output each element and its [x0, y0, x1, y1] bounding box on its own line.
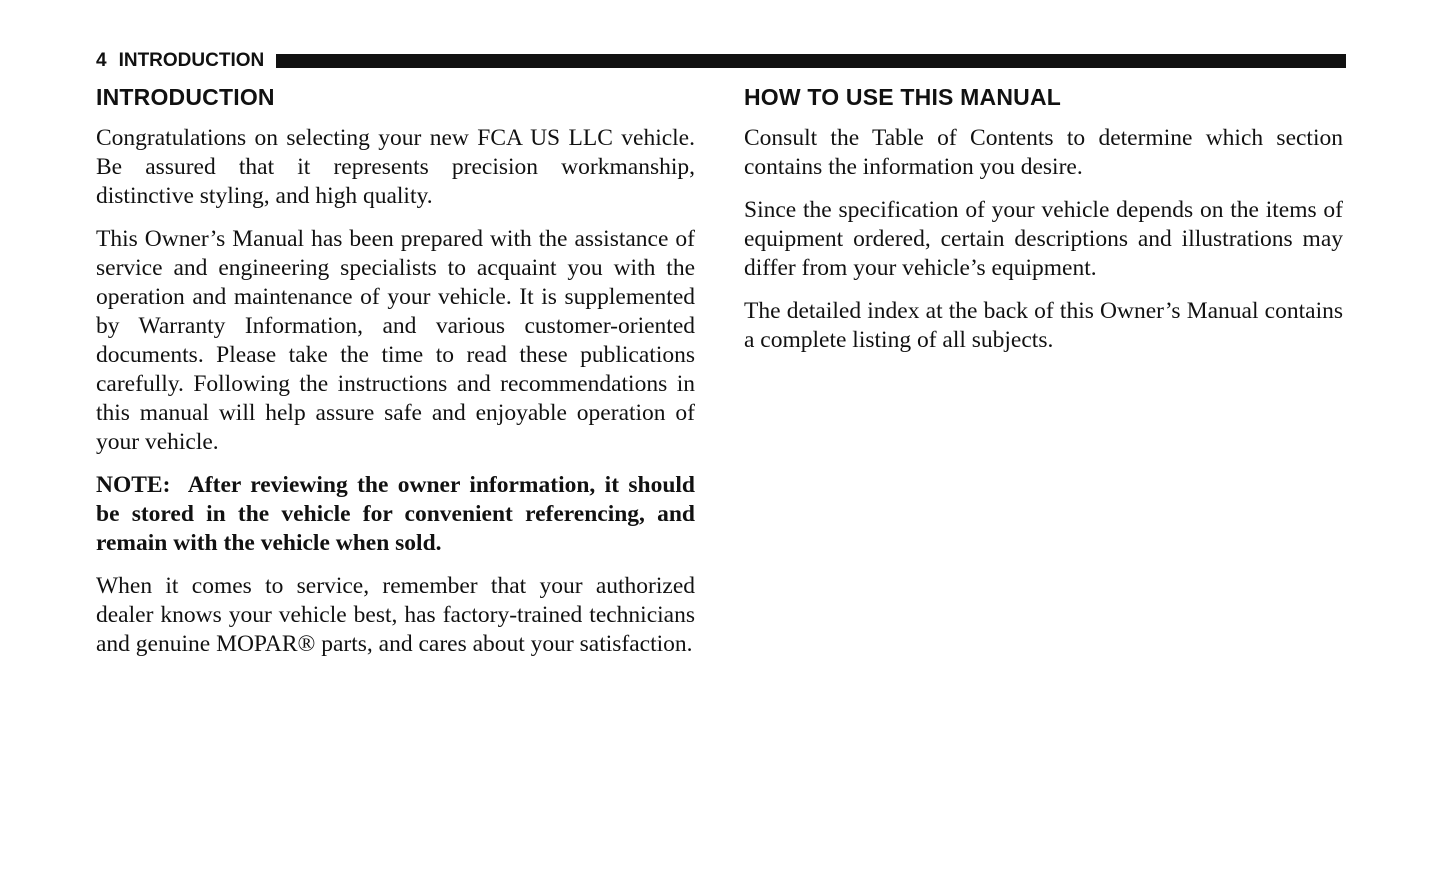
specification-paragraph: Since the specification of your vehicle depends on the items of equipment ordered, certain descriptions and illustrations may differ from your vehicle’s equipment.	[744, 197, 1343, 281]
running-header	[96, 50, 1346, 72]
left-column	[96, 82, 695, 673]
page-number: 4	[96, 50, 107, 71]
owners-manual-paragraph: This Owner’s Manual has been prepared with the assistance of service and engineering specialists to acquaint you with the operation and maintenance of your vehicle. It is supplemented by Warranty Information, and various customer-oriented documents. Please take the time to read these publications carefully. Following the instructions and recommendations in this manual will help assure safe and enjoyable operation of your vehicle.	[96, 226, 695, 455]
right-column	[744, 82, 1343, 369]
service-paragraph: When it comes to service, remember that your authorized dealer knows your vehicle best, has factory-trained technicians and genuine MOPAR® parts, and cares about your satisfaction.	[96, 573, 695, 657]
index-paragraph: The detailed index at the back of this Owner’s Manual contains a complete listing of all subjects.	[744, 298, 1343, 353]
note-paragraph: NOTE: After reviewing the owner information, it should be stored in the vehicle for convenient referencing, and remain with the vehicle when sold.	[96, 472, 695, 556]
introduction-heading: INTRODUCTION	[96, 84, 275, 110]
header-rule-bar	[276, 54, 1346, 68]
section-name: INTRODUCTION	[118, 50, 265, 71]
table-of-contents-paragraph: Consult the Table of Contents to determine which section contains the information you desire.	[744, 125, 1343, 180]
how-to-use-heading: HOW TO USE THIS MANUAL	[744, 84, 1062, 110]
congratulations-paragraph: Congratulations on selecting your new FCA US LLC vehicle. Be assured that it represents precision workmanship, distinctive styling, and high quality.	[96, 125, 695, 209]
